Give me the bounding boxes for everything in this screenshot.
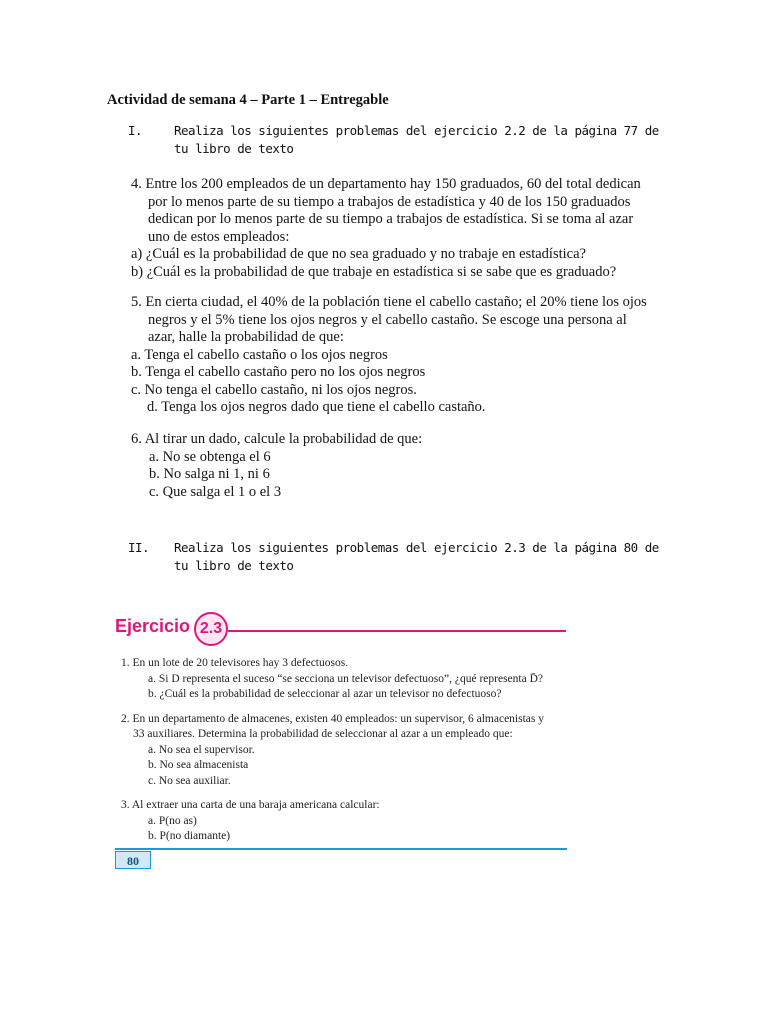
- ej-q2: 2. En un departamento de almacenes, existen 40 empleados: un supervisor, 6 almacenistas y: [121, 712, 544, 725]
- section-2-numeral: II.: [128, 540, 150, 555]
- ejercicio-questions: [121, 656, 566, 845]
- ejercicio-label: Ejercicio: [115, 616, 191, 636]
- section-1: [128, 122, 668, 162]
- problem-6-a: a. No se obtenga el 6: [149, 448, 271, 465]
- page-number-badge: 80: [115, 851, 151, 869]
- section-2: [128, 539, 668, 579]
- section-1-numeral: I.: [128, 123, 143, 138]
- ej-q1b: b. ¿Cuál es la probabilidad de seleccionar al azar un televisor no defectuoso?: [148, 688, 502, 700]
- problem-4: [131, 176, 651, 281]
- problem-6-b: b. No salga ni 1, ni 6: [149, 466, 270, 482]
- ej-q2a: a. No sea el supervisor.: [148, 743, 255, 756]
- problem-6-c: c. Que salga el 1 o el 3: [149, 483, 282, 500]
- problem-5-a: a. Tenga el cabello castaño o los ojos negros: [131, 346, 388, 363]
- problem-5-d: d. Tenga los ojos negros dado que tiene el cabello castaño.: [147, 399, 486, 415]
- ejercicio-header-rule: [228, 630, 566, 632]
- ejercicio-footer-rule: [115, 848, 567, 850]
- ej-q3: 3. Al extraer una carta de una baraja americana calcular:: [121, 799, 380, 811]
- ejercicio-number-badge: 2.3: [194, 612, 228, 646]
- ej-q2c: c. No sea auxiliar.: [148, 774, 231, 787]
- ej-q2b: b. No sea almacenista: [148, 759, 249, 771]
- ej-q1: 1. En un lote de 20 televisores hay 3 defectuosos.: [121, 657, 349, 669]
- ej-q1a: a. Si D representa el suceso “se secciona un televisor defectuoso”, ¿qué representa D̄?: [148, 672, 543, 685]
- ej-q2-cont: 33 auxiliares. Determina la probabilidad de seleccionar al azar a un empleado que:: [133, 728, 513, 740]
- section-2-text: Realiza los siguientes problemas del ejercicio 2.3 de la página 80 de tu libro de texto: [174, 540, 659, 573]
- problem-5: [131, 294, 651, 417]
- ej-q3a: a. P(no as): [148, 814, 197, 827]
- problem-4-intro: 4. Entre los 200 empleados de un departamento hay 150 graduados, 60 del total dedican por lo menos parte de su tiempo a trabajos de estadística y 40 de los 150 graduados dedican por lo menos parte de su tiempo a trabajos de estadística. Si se toma al azar uno de estos empleados:: [131, 176, 641, 245]
- problem-5-b: b. Tenga el cabello castaño pero no los ojos negros: [131, 364, 426, 380]
- problem-5-c: c. No tenga el cabello castaño, ni los ojos negros.: [131, 381, 417, 398]
- problem-6-intro: 6. Al tirar un dado, calcule la probabilidad de que:: [131, 431, 423, 447]
- problem-5-intro: 5. En cierta ciudad, el 40% de la población tiene el cabello castaño; el 20% tiene los ojos negros y el 5% tiene los ojos negros y el cabello castaño. Se escoge una persona al azar, halle la probabilidad de que:: [131, 294, 647, 345]
- ej-q3b: b. P(no diamante): [148, 830, 231, 842]
- problem-4-a: a) ¿Cuál es la probabilidad de que no sea graduado y no trabaje en estadística?: [131, 246, 586, 262]
- page-title: Actividad de semana 4 – Parte 1 – Entregable: [107, 92, 389, 108]
- problem-6: [131, 431, 651, 501]
- problem-4-b: b) ¿Cuál es la probabilidad de que trabaje en estadística si se sabe que es graduado?: [131, 263, 617, 280]
- section-1-text: Realiza los siguientes problemas del ejercicio 2.2 de la página 77 de tu libro de texto: [174, 123, 659, 156]
- ejercicio-block: [115, 612, 567, 872]
